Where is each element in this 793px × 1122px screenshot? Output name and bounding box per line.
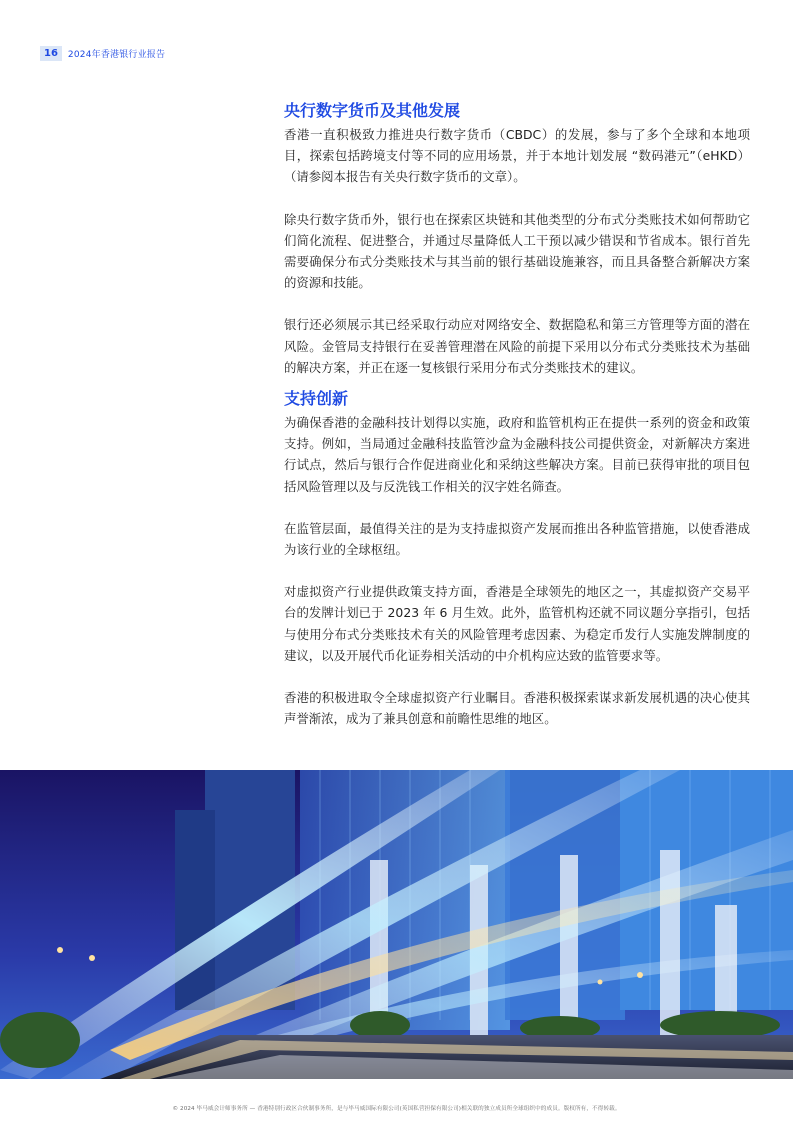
- paragraph: 除央行数字货币外，银行也在探索区块链和其他类型的分布式分类账技术如何帮助它们简化流程、促进整合，并通过尽量降低人工干预以减少错误和节省成本。银行首先需要确保分布式分类账技术与其当前的银行基础设施兼容，而且具备整合新解决方案的资源和技能。: [284, 211, 750, 291]
- copyright-footer: © 2024 毕马威会计师事务所 — 香港特别行政区合伙制事务所，是与毕马威国际有限公司(英国私营担保有限公司)相关联的独立成员所全球组织中的成员。版权所有，不得转载。: [172, 1106, 621, 1112]
- main-content: [284, 100, 750, 729]
- paragraph: 为确保香港的金融科技计划得以实施，政府和监管机构正在提供一系列的资金和政策支持。例如，当局通过金融科技监管沙盒为金融科技公司提供资金，对新解决方案进行试点，然后与银行合作促进商业化和采纳这些解决方案。目前已获得审批的项目包括风险管理以及与反洗钱工作相关的汉字姓名筛查。: [284, 415, 750, 494]
- section-heading-cbdc: 央行数字货币及其他发展: [284, 101, 461, 120]
- city-night-photo: [0, 770, 793, 1079]
- paragraph: 对虚拟资产行业提供政策支持方面，香港是全球领先的地区之一，其虚拟资产交易平台的发牌计划已于 2023 年 6 月生效。此外，监管机构还就不同议题分享指引，包括与使用分布式分类账技术有关的风险管理考虑因素、为稳定币发行人实施发牌制度的建议，以及开展代币化证券相关活动的中介机构应达致的监管要求等。: [284, 584, 750, 663]
- page-header: [40, 46, 165, 61]
- paragraph: 银行还必须展示其已经采取行动应对网络安全、数据隐私和第三方管理等方面的潜在风险。金管局支持银行在妥善管理潜在风险的前提下采用以分布式分类账技术为基础的解决方案，并正在逐一复核银行采用分布式分类账技术的建议。: [284, 317, 750, 375]
- paragraph: 香港一直积极致力推进央行数字货币（CBDC）的发展，参与了多个全球和本地项目，探索包括跨境支付等不同的应用场景，并于本地计划发展 “数码港元”（eHKD）（请参阅本报告有关央行数字货币的文章）。: [284, 127, 750, 185]
- report-title: 2024年香港银行业报告: [67, 50, 166, 60]
- paragraph: 香港的积极进取令全球虚拟资产行业瞩目。香港积极探索谋求新发展机遇的决心使其声誉渐浓，成为了兼具创意和前瞻性思维的地区。: [284, 690, 750, 727]
- page-number: 16: [40, 46, 62, 61]
- paragraph: 在监管层面，最值得关注的是为支持虚拟资产发展而推出各种监管措施，以使香港成为该行业的全球枢纽。: [284, 520, 750, 558]
- section-heading-innovation: 支持创新: [284, 389, 349, 409]
